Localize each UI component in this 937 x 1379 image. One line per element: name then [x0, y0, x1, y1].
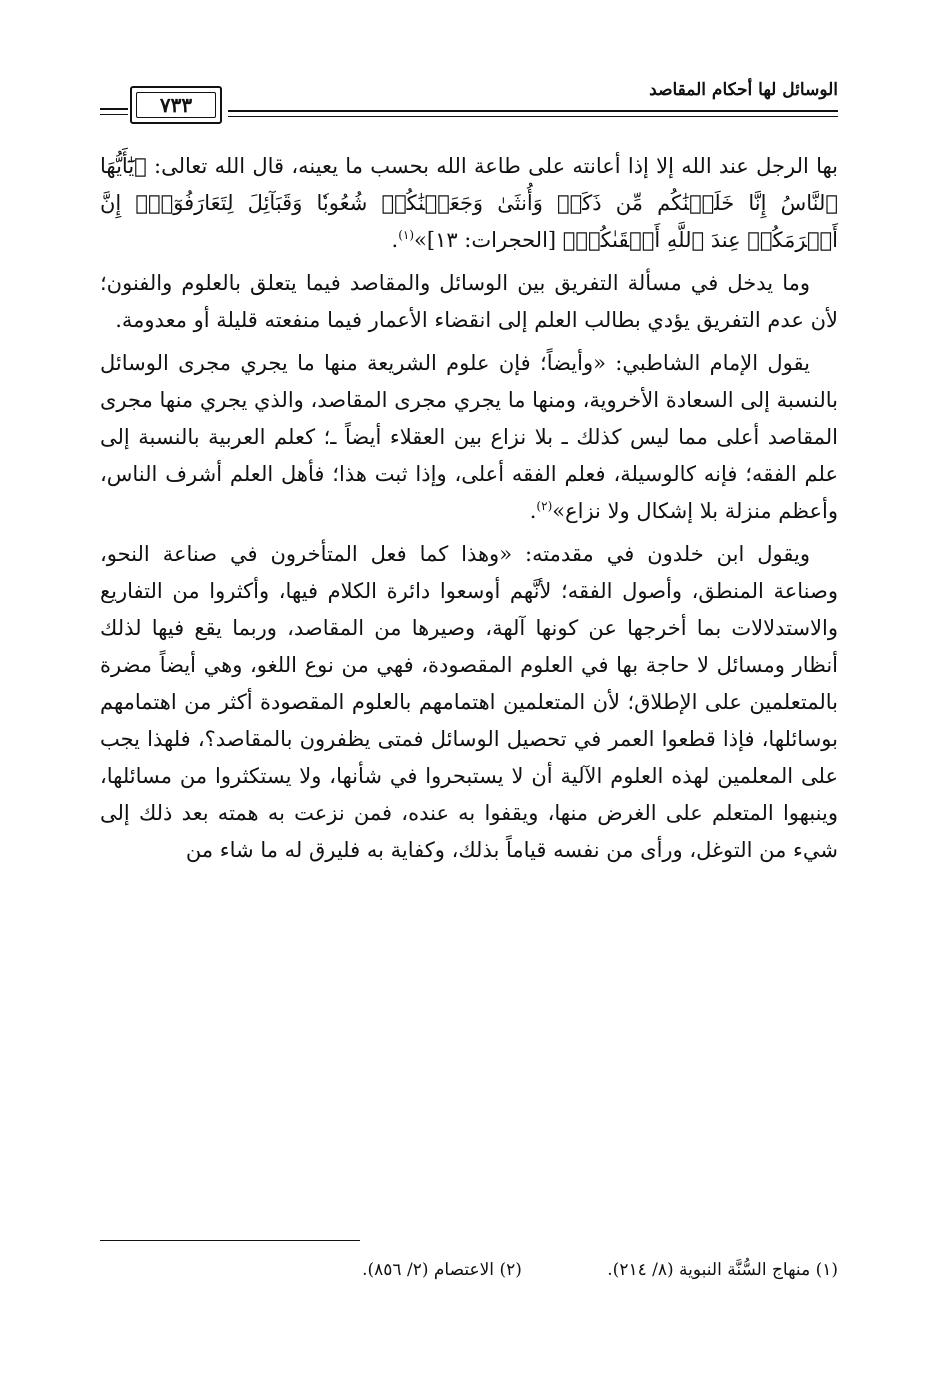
page-body: [100, 148, 838, 875]
footnote-2: (٢) الاعتصام (٢/ ٨٥٦).: [362, 1260, 522, 1280]
page-number: ٧٣٣: [159, 93, 193, 117]
page-number-frame: [130, 86, 222, 124]
footnote-ref-1: (١): [398, 228, 415, 242]
header-rule-left-thin: [100, 114, 128, 115]
paragraph-4: ويقول ابن خلدون في مقدمته: «وهذا كما فعل المتأخرون في صناعة النحو، وصناعة المنطق، وأصول الفقه؛ لأنَّهم أوسعوا دائرة الكلام فيها، وأكثروا من التفاريع والاستدلالات بما أخرجها عن كونها آلهة، وصيرها من المقاصد، وربما يقع فيها لذلك أنظار ومسائل لا حاجة بها في العلوم المقصودة، فهي من نوع اللغو، وهي أيضاً مضرة بالمتعلمين على الإطلاق؛ لأن المتعلمين اهتمامهم بالعلوم المقصودة أكثر من اهتمامهم بوسائلها، فإذا قطعوا العمر في تحصيل الوسائل فمتى يظفرون بالمقاصد؟، فلهذا يجب على المعلمين لهذه العلوم الآلية أن لا يستبحروا في شأنها، ولا يستكثروا من مسائلها، وينبهوا المتعلم على الغرض منها، ويقفوا به عنده، فمن نزعت به همته بعد ذلك إلى شيء من التوغل، ورأى من نفسه قياماً بذلك، وكفاية به فليرق له ما شاء من: [100, 542, 838, 862]
footnote-separator: [100, 1240, 360, 1241]
paragraph-3-text: يقول الإمام الشاطبي: «وأيضاً؛ فإن علوم الشريعة منها ما يجري مجرى الوسائل بالنسبة إلى السعادة الأخروية، ومنها ما يجري مجرى المقاصد، والذي يجري منها مجرى المقاصد أعلى مما ليس كذلك ـ بلا نزاع بين العقلاء أيضاً ـ؛ كعلم العربية بالنسبة إلى علم الفقه؛ فإنه كالوسيلة، فعلم الفقه أعلى، وإذا ثبت هذا؛ فأهل العلم أشرف الناس، وأعظم منزلة بلا إشكال ولا نزاع»: [100, 351, 838, 523]
header-rule-left: [100, 108, 128, 110]
header-rule-thin: [228, 116, 838, 117]
verse-citation: [الحجرات: ١٣]»: [414, 228, 563, 252]
paragraph-2: وما يدخل في مسألة التفريق بين الوسائل والمقاصد فيما يتعلق بالعلوم والفنون؛ لأن عدم التفريق يؤدي بطالب العلم إلى انقضاء الأعمار فيما منفعته قليلة أو معدومة.: [100, 271, 838, 332]
quran-verse: ﴿يَٰٓأَيُّهَا ٱلنَّاسُ إِنَّا خَلَقۡنَٰكُم مِّن ذَكَرٖ وَأُنثَىٰ وَجَعَلۡنَٰكُمۡ شُعُوبٗا وَقَبَآئِلَ لِتَعَارَفُوٓاْۚ إِنَّ أَكۡرَمَكُمۡ عِندَ ٱللَّهِ أَتۡقَىٰكُمۡ﴾: [100, 154, 838, 252]
footnotes: [100, 1260, 838, 1280]
header-rule: [228, 110, 838, 112]
footnote-1: (١) منهاج السُّنَّة النبوية (٨/ ٢١٤).: [607, 1260, 838, 1280]
paragraph-3: [100, 345, 838, 530]
page-header: [100, 80, 838, 116]
paragraph-3-end: .: [529, 499, 537, 523]
paragraph-1: [100, 148, 838, 259]
paragraph-1-text: بها الرجل عند الله إلا إذا أعانته على طاعة الله بحسب ما يعينه، قال الله تعالى:: [146, 154, 838, 178]
book-page: [100, 70, 838, 1310]
running-title: الوسائل لها أحكام المقاصد: [649, 80, 838, 100]
footnote-ref-2: (٢): [536, 499, 553, 513]
paragraph-1-end: .: [391, 228, 399, 252]
